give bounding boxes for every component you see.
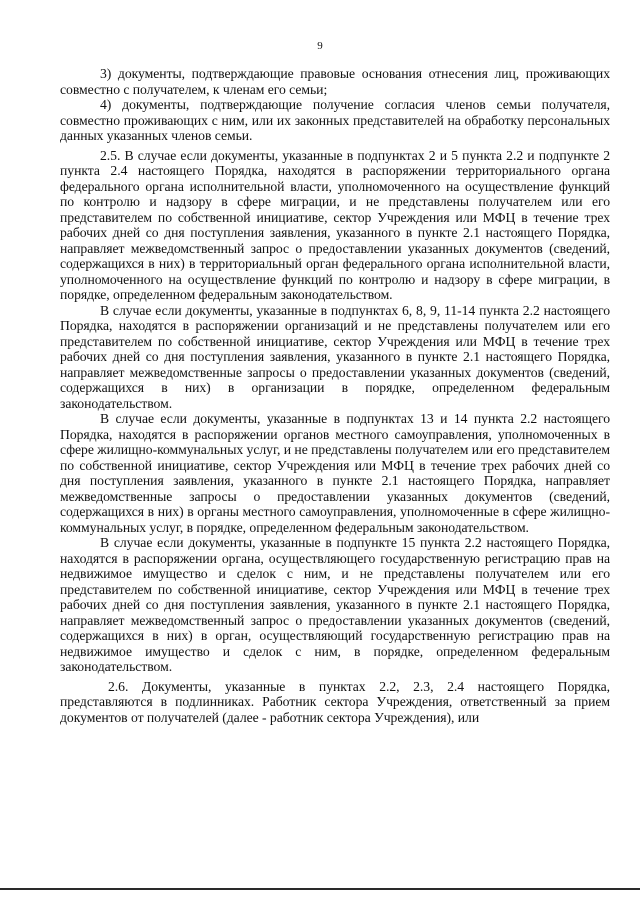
bottom-scan-edge [0,888,640,890]
document-body [60,66,610,725]
paragraph-item-3: 3) документы, подтверждающие правовые основания отнесения лиц, проживающих совместно с получателем, к членам его семьи; [60,66,610,97]
page-number: 9 [317,40,323,52]
paragraph-organizations-requests: В случае если документы, указанные в подпунктах 6, 8, 9, 11-14 пункта 2.2 настоящего Порядка, находятся в распоряжении организаций и не представлены получателем или его представителем по собственной инициативе, сектор Учреждения или МФЦ в течение трех рабочих дней со дня поступления заявления, указанного в пункте 2.1 настоящего Порядка, направляет межведомственные запросы о предоставлении указанных документов (сведений, содержащихся в них) в организации в порядке, определенном федеральным законодательством. [60,302,610,411]
paragraph-2-5: 2.5. В случае если документы, указанные в подпунктах 2 и 5 пункта 2.2 и подпункте 2 пункта 2.4 настоящего Порядка, находятся в распоряжении территориального органа федерального органа исполнительной власти, уполномоченного на осуществление функций по контролю и надзору в сфере миграции, и не представлены получателем или его представителем по собственной инициативе, сектор Учреждения или МФЦ в течение трех рабочих дней со дня поступления заявления, указанного в пункте 2.1 настоящего Порядка, направляет межведомственный запрос о предоставлении указанных документов (сведений, содержащихся в них) в территориальный орган федерального органа исполнительной власти, уполномоченного на осуществление функций по контролю и надзору в сфере миграции, в порядке, определенном федеральным законодательством. [60,147,610,302]
paragraph-local-government-requests: В случае если документы, указанные в подпунктах 13 и 14 пункта 2.2 настоящего Порядка, находятся в распоряжении органов местного самоуправления, уполномоченных в сфере жилищно-коммунальных услуг, и не представлены получателем или его представителем по собственной инициативе, сектор Учреждения или МФЦ в течение трех рабочих дней со дня поступления заявления, указанного в пункте 2.1 настоящего Порядка, направляет межведомственные запросы о предоставлении указанных документов (сведений, содержащихся в них) в органы местного самоуправления, уполномоченные в сфере жилищно-коммунальных услуг, в порядке, определенном федеральным законодательством. [60,411,610,535]
paragraph-property-registration-requests: В случае если документы, указанные в подпункте 15 пункта 2.2 настоящего Порядка, находятся в распоряжении органа, осуществляющего государственную регистрацию прав на недвижимое имущество и сделок с ним, и не представлены получателем или его представителем по собственной инициативе, сектор Учреждения или МФЦ в течение трех рабочих дней со дня поступления заявления, указанного в пункте 2.1 настоящего Порядка, направляет межведомственный запрос о предоставлении указанных документов (сведений, содержащихся в них) в орган, осуществляющий государственную регистрацию прав на недвижимое имущество и сделок с ним, в порядке, определенном федеральным законодательством. [60,535,610,674]
paragraph-item-4: 4) документы, подтверждающие получение согласия членов семьи получателя, совместно проживающих с ним, или их законных представителей на обработку персональных данных указанных членов семьи. [60,97,610,143]
paragraph-2-6: 2.6. Документы, указанные в пунктах 2.2, 2.3, 2.4 настоящего Порядка, представляются в подлинниках. Работник сектора Учреждения, ответственный за прием документов от получателей (далее - работник сектора Учреждения), или [60,678,610,725]
